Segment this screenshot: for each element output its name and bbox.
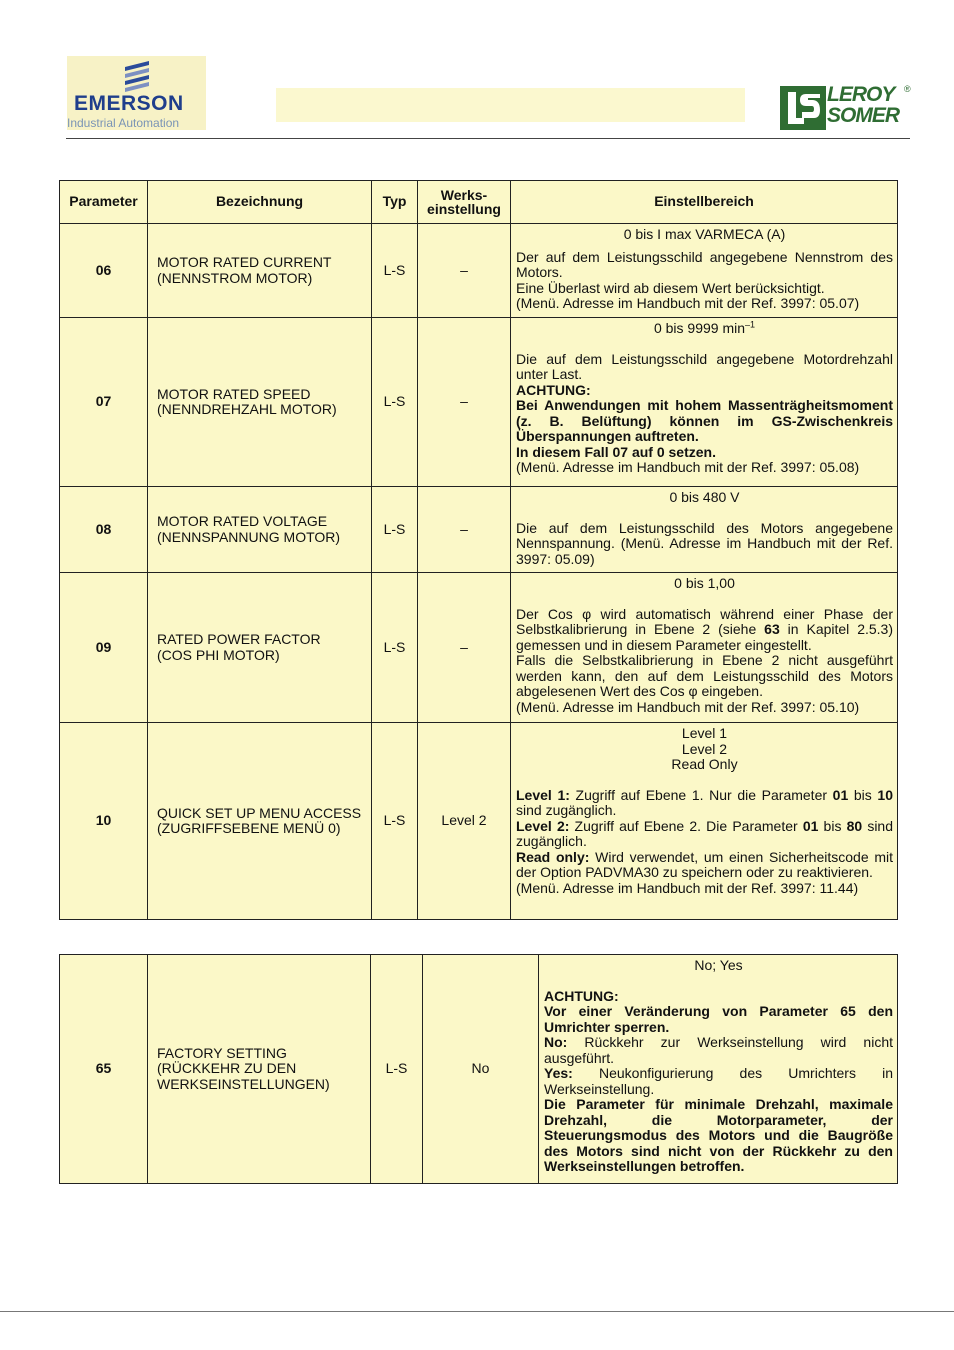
- emerson-logo: [67, 56, 206, 130]
- header-einstellbereich: Einstellbereich: [511, 181, 898, 224]
- param-range: 0 bis 9999 $\min^{-1}$ Die auf dem Leistungsschild angegebene Motordrehzahl unter Last. ACHTUNG: Bei Anwendungen mit hohem Massenträgheitsmoment (z. B. Belüftung) können im GS-Zwischenkreis Überspannungen auftreten. In diesem Fall 07 auf 0 setzen. (Menü. Adresse im Handbuch mit der Ref. 3997: 05.08): [511, 318, 898, 487]
- parameter-table-factory: [59, 954, 898, 1184]
- param-type: L-S: [371, 955, 423, 1184]
- param-default: –: [418, 224, 511, 318]
- range-title: No; Yes: [694, 957, 743, 973]
- parameter-table-main: [59, 180, 898, 920]
- range-title: 0 bis 480 V: [669, 489, 740, 505]
- table-row: [60, 573, 898, 723]
- param-description: MOTOR RATED VOLTAGE (NENNSPANNUNG MOTOR): [148, 487, 372, 573]
- param-number: 09: [60, 573, 148, 723]
- param-range: 0 bis 480 V Die auf dem Leistungsschild des Motors angegebene Nennspannung. (Menü. Adresse im Handbuch mit der Ref. 3997: 05.09): [511, 487, 898, 573]
- param-description: MOTOR RATED CURRENT (NENNSTROM MOTOR): [148, 224, 372, 318]
- param-type: L-S: [372, 224, 418, 318]
- param-number: 08: [60, 487, 148, 573]
- param-type: L-S: [372, 723, 418, 920]
- leroy-somer-emblem-icon: [780, 86, 826, 130]
- param-range: 0 bis I max VARMECA (A) Der auf dem Leistungsschild angegebene Nennstrom des Motors. Eine Überlast wird ab diesem Wert berücksichtigt. (Menü. Adresse im Handbuch mit der Ref. 3997: 05.07): [511, 224, 898, 318]
- range-title: 0 bis 1,00: [674, 575, 735, 591]
- param-number: 07: [60, 318, 148, 487]
- table-row: [60, 955, 898, 1184]
- param-number: 06: [60, 224, 148, 318]
- param-description: MOTOR RATED SPEED (NENNDREHZAHL MOTOR): [148, 318, 372, 487]
- emerson-emblem-icon: [121, 59, 153, 93]
- param-range: 0 bis 1,00 Der Cos φ wird automatisch während einer Phase der Selbstkalibrierung in Ebene 2 (siehe 63 in Kapitel 2.5.3) gemessen und in diesem Parameter eingestellt. Falls die Selbstkalibrierung in Ebene 2 nicht ausgeführt werden kann, den auf dem Leistungsschild des Motors abgelesenen Wert des Cos φ eingeben. (Menü. Adresse im Handbuch mit der Ref. 3997: 05.10): [511, 573, 898, 723]
- param-default: –: [418, 573, 511, 723]
- table-row: [60, 723, 898, 920]
- table-row: [60, 224, 898, 318]
- header-typ: Typ: [372, 181, 418, 224]
- header-band: [276, 88, 745, 122]
- table-row: [60, 318, 898, 487]
- header-parameter: Parameter: [60, 181, 148, 224]
- range-title: Level 1: [681, 725, 728, 741]
- range-title: 0 bis I max VARMECA (A): [623, 226, 786, 242]
- param-number: 10: [60, 723, 148, 920]
- table-row: [60, 487, 898, 573]
- header-bezeichnung: Bezeichnung: [148, 181, 372, 224]
- param-description: FACTORY SETTING (RÜCKKEHR ZU DEN WERKSEINSTELLUNGEN): [148, 955, 371, 1184]
- param-default: No: [423, 955, 539, 1184]
- param-range: No; Yes ACHTUNG: Vor einer Veränderung von Parameter 65 den Umrichter sperren. No: Rückkehr zur Werkseinstellung wird nicht ausgeführt. Yes: Neukonfigurierung des Umrichters in Werkseinstellung. Die Parameter für minimale Drehzahl, maximale Drehzahl, die Motorparameter, der Steuerungsmodus des Motors und die Baugröße des Motors sind nicht von der Rückkehr zu den Werkseinstellungen betroffen.: [539, 955, 898, 1184]
- param-default: –: [418, 318, 511, 487]
- param-number: 65: [60, 955, 148, 1184]
- param-description: QUICK SET UP MENU ACCESS (ZUGRIFFSEBENE MENÜ 0): [148, 723, 372, 920]
- emerson-subtitle: Industrial Automation: [67, 116, 180, 130]
- param-type: L-S: [372, 318, 418, 487]
- header-werkseinstellung: Werks- einstellung: [418, 181, 511, 224]
- param-type: L-S: [372, 487, 418, 573]
- header-divider: [66, 138, 910, 139]
- param-type: L-S: [372, 573, 418, 723]
- footer-divider: [0, 1311, 954, 1312]
- range-title: 0 bis 9999 $\min^{-1}$: [653, 319, 756, 336]
- leroy-somer-wordmark: LEROY SOMER: [827, 83, 900, 127]
- param-default: –: [418, 487, 511, 573]
- param-range: Level 1 Level 2 Read Only Level 1: Zugriff auf Ebene 1. Nur die Parameter 01 bis 10 sind zugänglich. Level 2: Zugriff auf Ebene 2. Die Parameter 01 bis 80 sind zugänglich. Read only: Wird verwendet, um einen Sicherheitscode mit der Option PADVMA30 zu speichern oder zu reaktivieren. (Menü. Adresse im Handbuch mit der Ref. 3997: 11.44): [511, 723, 898, 920]
- param-default: Level 2: [418, 723, 511, 920]
- table-header-row: [60, 181, 898, 224]
- emerson-name: EMERSON: [74, 92, 184, 115]
- leroy-somer-logo: LEROY SOMER ®: [780, 84, 912, 134]
- param-description: RATED POWER FACTOR (COS PHI MOTOR): [148, 573, 372, 723]
